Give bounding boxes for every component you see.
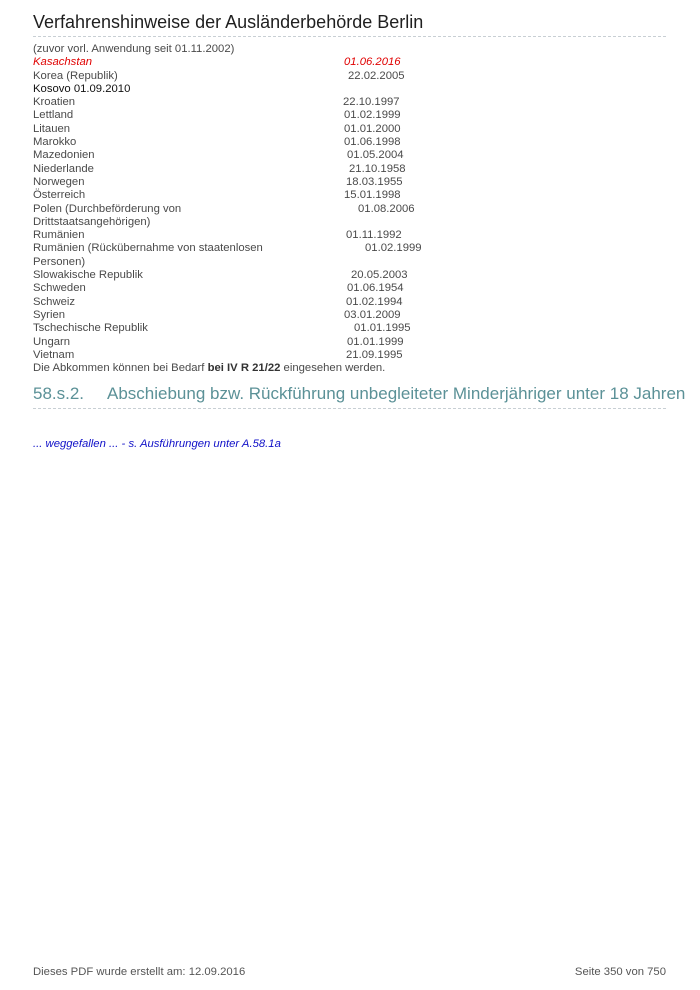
list-item-schweden — [33, 282, 666, 295]
list-item-rumaenien — [33, 229, 666, 242]
country-name: Tschechische Republik — [33, 322, 148, 335]
list-item-slowakei — [33, 269, 666, 282]
country-name: Mazedonien — [33, 149, 95, 162]
country-name: Ungarn — [33, 335, 71, 348]
list-item-kosovo: Kosovo 01.09.2010 — [33, 82, 131, 95]
country-name: Rumänien — [33, 229, 85, 242]
country-name: Litauen — [33, 122, 71, 135]
country-name: Kroatien — [33, 96, 76, 109]
agreement-date: 01.11.1992 — [346, 229, 402, 242]
agreement-date: 20.05.2003 — [351, 269, 408, 282]
cross-reference-link[interactable]: ... weggefallen ... - s. Ausführungen unter A.58.1a — [33, 438, 281, 450]
country-name: Syrien — [33, 308, 66, 321]
list-item-vietnam — [33, 349, 666, 362]
list-item-polen-cont: Drittstaatsangehörigen) — [33, 215, 151, 228]
list-item-norwegen — [33, 176, 666, 189]
agreement-date: 01.06.1998 — [344, 136, 401, 149]
list-item-oesterreich — [33, 189, 666, 202]
list-item-kasachstan — [33, 56, 666, 69]
list-item-rumaenien-staatenlos-cont: Personen) — [33, 255, 86, 268]
agreement-list — [33, 43, 666, 375]
footer-created-date: Dieses PDF wurde erstellt am: 12.09.2016 — [33, 966, 246, 978]
section-divider — [33, 408, 666, 409]
agreement-date: 03.01.2009 — [344, 308, 401, 321]
list-item-rumaenien-staatenlos — [33, 242, 666, 255]
agreement-date: 22.10.1997 — [343, 96, 400, 109]
agreement-date: 01.02.1999 — [365, 242, 422, 255]
section-heading — [33, 384, 685, 404]
country-name: Vietnam — [33, 348, 75, 361]
list-item-lettland — [33, 109, 666, 122]
list-item-korea — [33, 70, 666, 83]
country-name: Kasachstan — [33, 56, 93, 69]
country-name: Marokko — [33, 136, 77, 149]
page-title: Verfahrenshinweise der Ausländerbehörde Berlin — [33, 12, 424, 32]
list-item-marokko — [33, 136, 666, 149]
note-text-before: Die Abkommen können bei Bedarf — [33, 362, 208, 375]
note-reference: bei IV R 21/22 — [207, 362, 281, 375]
list-item-litauen — [33, 123, 666, 136]
list-intro: (zuvor vorl. Anwendung seit 01.11.2002) — [33, 43, 235, 55]
country-name: Lettland — [33, 109, 74, 122]
country-name: Schweden — [33, 282, 86, 295]
agreement-date: 01.05.2004 — [347, 149, 404, 162]
list-item-ungarn — [33, 336, 666, 349]
list-item-kroatien — [33, 96, 666, 109]
agreement-date: 21.10.1958 — [349, 162, 406, 175]
agreement-date: 01.08.2006 — [358, 202, 415, 215]
agreement-date: 01.01.1995 — [354, 322, 411, 335]
agreement-date: 01.01.2000 — [344, 122, 401, 135]
agreement-date: 15.01.1998 — [344, 189, 401, 202]
agreement-date: 22.02.2005 — [348, 69, 405, 82]
country-name: Rumänien (Rückübernahme von staatenlosen — [33, 242, 263, 255]
agreement-date: 18.03.1955 — [346, 175, 403, 188]
agreement-date: 01.01.1999 — [347, 335, 404, 348]
note-text-after: eingesehen werden. — [280, 362, 386, 375]
agreement-date: 01.06.1954 — [347, 282, 404, 295]
country-name: Polen (Durchbeförderung von — [33, 202, 182, 215]
country-name: Niederlande — [33, 162, 94, 175]
list-item-mazedonien — [33, 149, 666, 162]
footer-page-number: Seite 350 von 750 — [574, 966, 666, 978]
list-note — [33, 362, 666, 375]
section-title: Abschiebung bzw. Rückführung unbegleiteter Minderjähriger unter 18 Jahren — [107, 384, 686, 403]
list-item-tschechien — [33, 322, 666, 335]
agreement-date: 21.09.1995 — [346, 348, 403, 361]
list-item-schweiz — [33, 296, 666, 309]
country-name: Norwegen — [33, 175, 85, 188]
agreement-date: 01.02.1994 — [346, 295, 403, 308]
section-number: 58.s.2. — [33, 384, 85, 403]
agreement-date: 01.06.2016 — [344, 56, 401, 69]
title-divider — [33, 36, 666, 37]
country-name: Slowakische Republik — [33, 269, 143, 282]
country-name: Korea (Republik) — [33, 69, 118, 82]
list-item-syrien — [33, 309, 666, 322]
country-name: Schweiz — [33, 295, 76, 308]
country-name: Österreich — [33, 189, 86, 202]
agreement-date: 01.02.1999 — [344, 109, 401, 122]
list-item-polen — [33, 203, 666, 216]
list-item-niederlande — [33, 163, 666, 176]
